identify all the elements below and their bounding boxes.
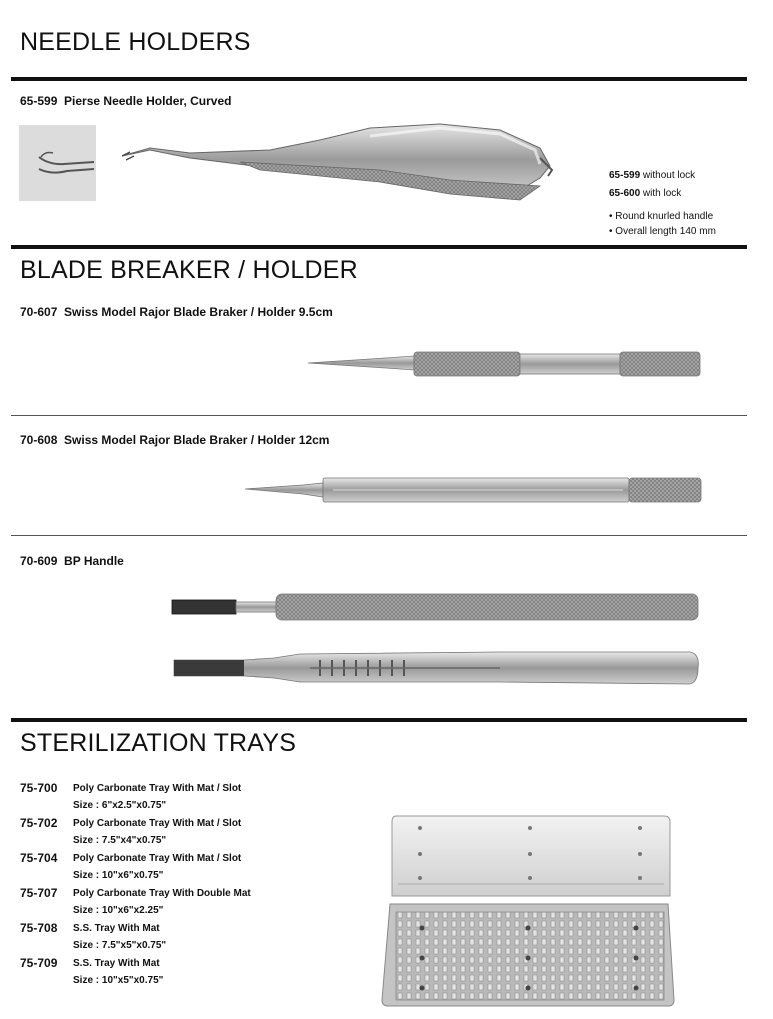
tray-size: Size : 7.5"x4"x0.75" <box>73 835 167 846</box>
tray-desc: Poly Carbonate Tray With Double Mat <box>73 888 251 899</box>
feature-item: • Overall length 140 mm <box>609 226 716 237</box>
tip-detail-image <box>19 125 96 201</box>
needle-holder-image <box>120 118 560 210</box>
product-code: 70-607 <box>20 305 58 319</box>
product-name: Pierse Needle Holder, Curved <box>64 94 232 108</box>
item-divider <box>11 535 747 536</box>
variant-code: 65-599 <box>609 170 641 181</box>
blade-breaker-9-5cm-image <box>306 346 704 382</box>
bp-handle-flat-image <box>170 648 702 688</box>
product-title-70-609 <box>20 554 124 568</box>
tray-desc: S.S. Tray With Mat <box>73 958 160 969</box>
product-name: Swiss Model Rajor Blade Braker / Holder 9.5cm <box>64 305 333 319</box>
tray-code: 75-708 <box>20 921 58 935</box>
bullet-icon: • <box>609 211 613 222</box>
tray-size: Size : 6"x2.5"x0.75" <box>73 800 167 811</box>
product-code: 70-608 <box>20 433 58 447</box>
tray-size: Size : 10"x5"x0.75" <box>73 975 164 986</box>
tray-code: 75-700 <box>20 781 58 795</box>
section-heading-sterilization-trays: STERILIZATION TRAYS <box>20 729 297 757</box>
tray-item <box>20 956 320 991</box>
tray-code: 75-704 <box>20 851 58 865</box>
feature-item: • Round knurled handle <box>609 211 714 222</box>
product-code: 65-599 <box>20 94 58 108</box>
product-title-70-607 <box>20 305 333 319</box>
product-code: 70-609 <box>20 554 58 568</box>
section-divider <box>11 245 747 249</box>
tray-desc: S.S. Tray With Mat <box>73 923 160 934</box>
variant-label: without lock <box>642 170 696 181</box>
tray-desc: Poly Carbonate Tray With Mat / Slot <box>73 818 242 829</box>
tray-desc: Poly Carbonate Tray With Mat / Slot <box>73 783 242 794</box>
product-name: BP Handle <box>64 554 124 568</box>
section-heading-needle-holders: NEEDLE HOLDERS <box>20 28 251 56</box>
bullet-icon: • <box>609 226 613 237</box>
section-divider <box>11 77 747 81</box>
section-heading-blade-breaker: BLADE BREAKER / HOLDER <box>20 256 358 284</box>
tray-item <box>20 921 320 956</box>
tray-item <box>20 816 320 851</box>
item-divider <box>11 415 747 416</box>
sterilization-tray-image <box>378 812 678 1008</box>
tray-size: Size : 7.5"x5"x0.75" <box>73 940 167 951</box>
variant-label: with lock <box>642 188 682 199</box>
variant-65-600 <box>609 188 681 199</box>
tray-size: Size : 10"x6"x0.75" <box>73 870 164 881</box>
tray-item <box>20 851 320 886</box>
product-name: Swiss Model Rajor Blade Braker / Holder 12cm <box>64 433 330 447</box>
variant-code: 65-600 <box>609 188 641 199</box>
tray-code: 75-702 <box>20 816 58 830</box>
tray-code: 75-709 <box>20 956 58 970</box>
blade-breaker-12cm-image <box>243 473 705 507</box>
product-title-65-599 <box>20 94 231 108</box>
product-title-70-608 <box>20 433 329 447</box>
tray-list <box>20 781 320 991</box>
tray-size: Size : 10"x6"x2.25" <box>73 905 164 916</box>
bp-handle-round-image <box>170 590 702 624</box>
tray-desc: Poly Carbonate Tray With Mat / Slot <box>73 853 242 864</box>
variant-65-599 <box>609 170 695 181</box>
section-divider <box>11 718 747 722</box>
tray-code: 75-707 <box>20 886 58 900</box>
tray-item <box>20 781 320 816</box>
tray-item <box>20 886 320 921</box>
